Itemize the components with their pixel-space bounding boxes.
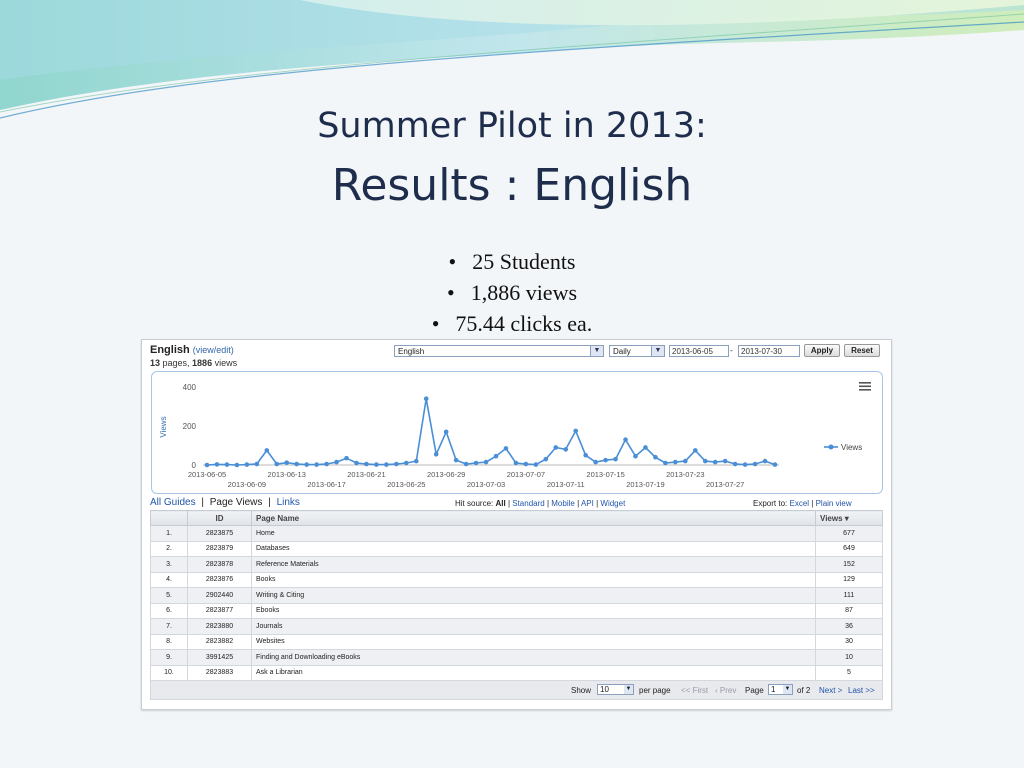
x-tick-label: 2013-06-25	[387, 480, 426, 489]
row-rank: 4.	[151, 572, 188, 588]
row-rank: 8.	[151, 634, 188, 650]
x-tick-label: 2013-07-15	[586, 470, 625, 479]
views-data-point	[623, 437, 628, 442]
prev-page-link[interactable]: ‹ Prev	[715, 686, 737, 695]
start-date-input[interactable]: 2013-06-05	[669, 345, 729, 357]
views-data-point	[464, 462, 469, 467]
views-data-point	[653, 455, 658, 460]
row-views: 30	[816, 634, 883, 650]
guide-summary	[150, 358, 237, 368]
x-tick-label: 2013-06-29	[426, 470, 466, 479]
guide-name: English	[150, 344, 190, 356]
end-date-input[interactable]: 2013-07-30	[738, 345, 800, 357]
reset-button[interactable]: Reset	[844, 344, 880, 357]
hit-source-label: Hit source:	[455, 499, 494, 508]
views-data-point	[404, 461, 409, 466]
table-row	[151, 634, 883, 650]
tab-separator: |	[201, 497, 204, 508]
hit-sep: |	[546, 499, 550, 508]
menu-icon-bar	[859, 382, 871, 384]
views-data-point	[314, 462, 319, 467]
views-data-point	[693, 448, 698, 453]
table-row	[151, 588, 883, 604]
row-views: 129	[816, 572, 883, 588]
views-data-point	[773, 462, 778, 467]
row-page-name[interactable]: Reference Materials	[252, 557, 816, 573]
row-id: 2823883	[188, 665, 252, 681]
row-page-name[interactable]: Home	[252, 526, 816, 542]
views-data-point	[245, 462, 250, 467]
views-data-point	[763, 459, 768, 464]
views-data-point	[354, 461, 359, 466]
chevron-down-icon: ▼	[651, 346, 664, 356]
row-page-name[interactable]: Ask a Librarian	[252, 665, 816, 681]
row-id: 2823876	[188, 572, 252, 588]
y-axis-label: Views	[159, 416, 168, 438]
guide-select-value: English	[398, 347, 425, 356]
views-data-point	[553, 445, 558, 450]
views-data-point	[643, 445, 648, 450]
views-count: 1886	[192, 358, 213, 368]
views-data-point	[504, 446, 509, 451]
row-rank: 5.	[151, 588, 188, 604]
hit-source-all[interactable]: All	[495, 499, 506, 508]
row-id: 3991425	[188, 650, 252, 666]
x-tick-label: 2013-07-07	[506, 470, 546, 479]
y-tick-label: 200	[182, 422, 196, 431]
menu-icon[interactable]	[859, 382, 871, 391]
views-data-point	[225, 462, 230, 467]
views-data-point	[534, 462, 539, 467]
menu-icon-bar	[859, 386, 871, 388]
x-tick-label: 2013-07-27	[705, 480, 745, 489]
table-row	[151, 619, 883, 635]
row-views: 111	[816, 588, 883, 604]
views-data-point	[733, 462, 738, 467]
export-excel-link[interactable]: Excel	[789, 499, 810, 508]
views-data-point	[583, 453, 588, 458]
views-word: views	[212, 358, 238, 368]
row-rank: 1.	[151, 526, 188, 542]
tab-page-views[interactable]: Page Views	[209, 497, 263, 508]
views-chart	[151, 371, 883, 494]
pagination-bar	[150, 680, 883, 700]
hit-sep: |	[577, 499, 580, 508]
col-rank-header	[151, 511, 188, 526]
col-views-header[interactable]: Views ▾	[816, 511, 883, 526]
views-series-line	[207, 399, 775, 465]
views-data-point	[434, 452, 439, 457]
slide-title-line1: Summer Pilot in 2013:	[317, 106, 707, 146]
views-data-point	[613, 457, 618, 462]
x-tick-label: 2013-07-19	[626, 480, 665, 489]
row-id: 2823878	[188, 557, 252, 573]
views-data-point	[713, 460, 718, 465]
next-page-link[interactable]: Next >	[819, 686, 843, 695]
views-data-point	[743, 462, 748, 467]
table-row	[151, 665, 883, 681]
col-id-header[interactable]: ID	[188, 511, 252, 526]
row-rank: 10.	[151, 665, 188, 681]
views-data-point	[474, 461, 479, 466]
views-data-point	[384, 462, 389, 467]
view-edit-link[interactable]: (view/edit)	[192, 345, 234, 355]
views-data-point	[374, 462, 379, 467]
apply-button[interactable]: Apply	[804, 344, 840, 357]
views-data-point	[334, 460, 339, 465]
row-views: 152	[816, 557, 883, 573]
x-tick-label: 2013-06-21	[347, 470, 386, 479]
row-id: 2902440	[188, 588, 252, 604]
x-tick-label: 2013-07-23	[666, 470, 705, 479]
row-page-name[interactable]: Books	[252, 572, 816, 588]
views-data-point	[235, 463, 240, 468]
views-data-point	[484, 460, 489, 465]
row-id: 2823877	[188, 603, 252, 619]
views-data-point	[414, 459, 419, 464]
views-data-point	[264, 448, 269, 453]
tab-separator: |	[268, 497, 271, 508]
row-rank: 3.	[151, 557, 188, 573]
page-label: Page	[745, 686, 764, 695]
tab-links[interactable]: Links	[276, 497, 300, 508]
bullet-item: • 1,886 views	[446, 280, 578, 305]
views-data-point	[683, 459, 688, 464]
views-data-point	[593, 460, 598, 465]
table-row	[151, 603, 883, 619]
views-data-point	[563, 447, 568, 452]
row-views: 87	[816, 603, 883, 619]
views-data-point	[633, 454, 638, 459]
y-tick-label: 400	[182, 383, 196, 392]
interval-select-value: Daily	[613, 347, 631, 356]
bullet-list	[0, 246, 1024, 339]
chevron-down-icon: ▼	[625, 686, 632, 692]
row-id: 2823880	[188, 619, 252, 635]
views-data-point	[424, 396, 429, 401]
row-page-name[interactable]: Ebooks	[252, 603, 816, 619]
row-views: 677	[816, 526, 883, 542]
row-views: 36	[816, 619, 883, 635]
table-row	[151, 572, 883, 588]
row-page-name[interactable]: Journals	[252, 619, 816, 635]
views-data-point	[444, 430, 449, 435]
last-page-link[interactable]: Last >>	[848, 686, 875, 695]
x-tick-label: 2013-07-11	[546, 480, 585, 489]
export-sep: |	[811, 499, 814, 508]
pages-count: 13	[150, 358, 161, 368]
legend-marker	[829, 445, 834, 450]
tab-all-guides[interactable]: All Guides	[150, 497, 196, 508]
views-data-point	[603, 458, 608, 463]
bullet-text: 75.44 clicks ea.	[455, 311, 593, 336]
table-row	[151, 526, 883, 542]
views-data-point	[723, 459, 728, 464]
hit-source-api[interactable]: API	[580, 499, 594, 508]
row-views: 649	[816, 541, 883, 557]
views-chart-svg	[152, 372, 882, 493]
export-links	[753, 499, 852, 508]
table-row	[151, 541, 883, 557]
views-data-point	[304, 462, 309, 467]
x-tick-label: 2013-06-09	[227, 480, 267, 489]
x-tick-label: 2013-07-03	[466, 480, 506, 489]
show-label: Show	[571, 686, 592, 695]
views-data-point	[573, 429, 578, 434]
export-plain-link[interactable]: Plain view	[815, 499, 852, 508]
guide-select[interactable]	[394, 345, 604, 357]
views-data-point	[215, 462, 220, 467]
table-header-row	[151, 511, 883, 526]
bullet-item: • 25 Students	[448, 249, 576, 274]
per-page-label: per page	[639, 686, 671, 695]
report-tabs	[150, 497, 303, 508]
hit-source-filter	[455, 499, 625, 508]
y-tick-label: 0	[191, 461, 196, 470]
views-data-point	[284, 460, 289, 465]
views-data-point	[524, 462, 529, 467]
row-rank: 9.	[151, 650, 188, 666]
views-data-point	[514, 461, 519, 466]
stats-screenshot-panel	[141, 339, 892, 710]
views-data-point	[454, 458, 459, 463]
table-row	[151, 650, 883, 666]
row-rank: 6.	[151, 603, 188, 619]
hit-sep: |	[507, 499, 511, 508]
row-id: 2823875	[188, 526, 252, 542]
views-data-point	[673, 460, 678, 465]
views-data-point	[274, 462, 279, 467]
row-rank: 2.	[151, 541, 188, 557]
chevron-down-icon: ▼	[590, 346, 603, 356]
pages-word: pages,	[160, 358, 193, 368]
col-page-name-header[interactable]: Page Name	[252, 511, 816, 526]
row-id: 2823879	[188, 541, 252, 557]
x-tick-label: 2013-06-05	[187, 470, 227, 479]
hit-sep: |	[596, 499, 599, 508]
row-page-name[interactable]: Finding and Downloading eBooks	[252, 650, 816, 666]
export-label: Export to:	[753, 499, 788, 508]
hit-source-widget[interactable]: Widget	[600, 499, 626, 508]
views-data-point	[364, 462, 369, 467]
row-views: 5	[816, 665, 883, 681]
per-page-value: 10	[600, 685, 609, 694]
views-data-point	[753, 462, 758, 467]
date-separator: -	[730, 346, 733, 355]
x-tick-label: 2013-06-17	[307, 480, 346, 489]
views-data-point	[394, 462, 399, 467]
page-select-value: 1	[771, 685, 776, 694]
bullet-text: 1,886 views	[470, 280, 578, 305]
first-page-link[interactable]: << First	[681, 686, 709, 695]
hit-source-mobile[interactable]: Mobile	[551, 499, 575, 508]
chevron-down-icon: ▼	[784, 686, 791, 692]
views-data-point	[663, 461, 668, 466]
guide-title	[150, 344, 234, 356]
legend-label: Views	[841, 443, 863, 452]
slide-title-line2: Results : English	[331, 160, 693, 211]
bullet-item: • 75.44 clicks ea.	[431, 311, 593, 336]
table-row	[151, 557, 883, 573]
views-data-point	[324, 462, 329, 467]
row-page-name[interactable]: Writing & Citing	[252, 588, 816, 604]
views-data-point	[294, 462, 299, 467]
views-data-point	[703, 459, 708, 464]
views-data-point	[544, 457, 549, 462]
x-tick-label: 2013-06-13	[267, 470, 306, 479]
row-rank: 7.	[151, 619, 188, 635]
menu-icon-bar	[859, 389, 871, 391]
row-page-name[interactable]: Databases	[252, 541, 816, 557]
row-id: 2823882	[188, 634, 252, 650]
row-views: 10	[816, 650, 883, 666]
views-data-point	[255, 462, 260, 467]
views-data-point	[344, 456, 349, 461]
views-data-point	[494, 454, 499, 459]
page-of-label: of 2	[797, 686, 811, 695]
interval-select[interactable]	[609, 345, 665, 357]
hit-source-standard[interactable]: Standard	[512, 499, 545, 508]
page-views-table	[150, 510, 883, 681]
per-page-select[interactable]	[597, 684, 634, 695]
row-page-name[interactable]: Websites	[252, 634, 816, 650]
bullet-text: 25 Students	[472, 249, 576, 274]
page-select[interactable]	[768, 684, 793, 695]
views-data-point	[205, 463, 210, 468]
